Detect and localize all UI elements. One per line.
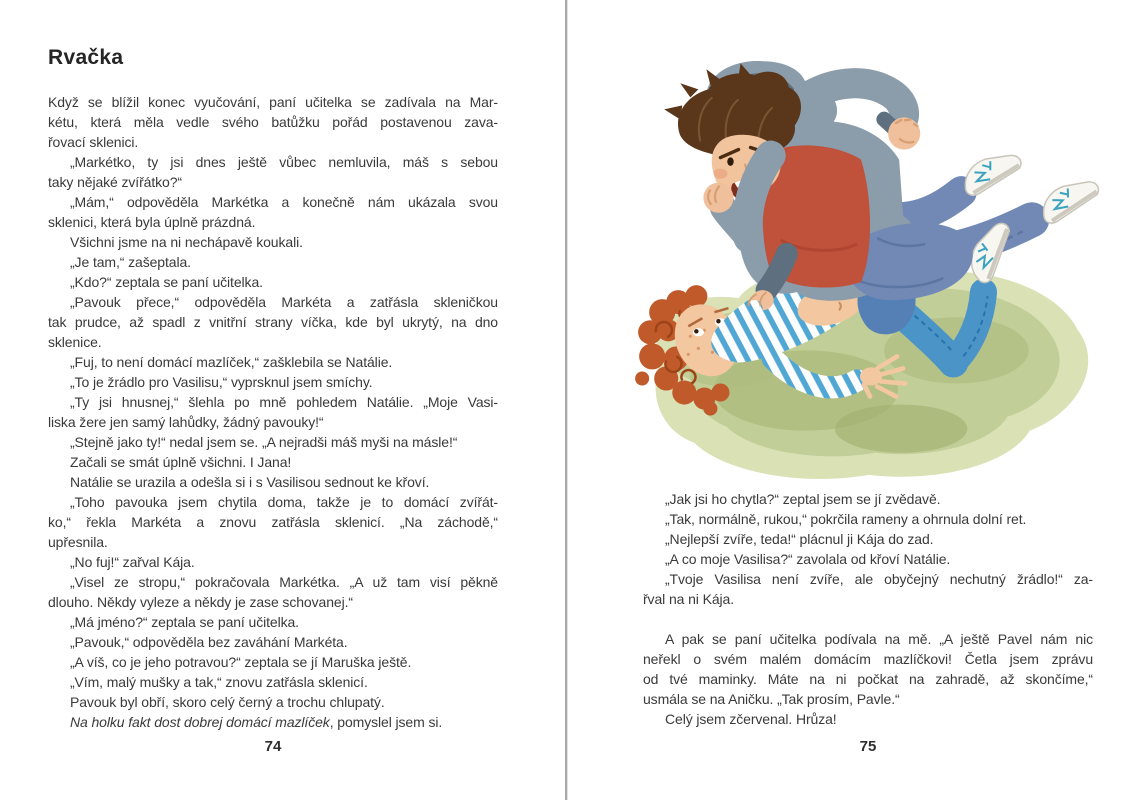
text-line: upřesnila. — [48, 534, 108, 550]
text-line: „Markétko, ty jsi dnes ještě vůbec nemluvila, máš s sebou — [70, 154, 498, 170]
text-line: „Visel ze stropu,“ pokračovala Markétka. „A už tam visí pěkně — [70, 574, 498, 590]
top-boy-raised-fist — [888, 117, 920, 149]
page-number-right: 75 — [859, 738, 877, 755]
text-line: „Kdo?“ zeptala se paní učitelka. — [70, 274, 263, 290]
text-line: „Pavouk,“ odpověděla bez zaváhání Markéta. — [70, 634, 348, 650]
blank-line — [643, 609, 1093, 629]
text-line: neřekl o svém malém domácím mazlíčkovi! Četla jsem zprávu — [643, 651, 1093, 667]
text-line: Začali se smát úplně všichni. I Jana! — [70, 454, 292, 470]
text-line: „Má jméno?“ zeptala se paní učitelka. — [70, 614, 299, 630]
text-line: „Vím, malý mušky a tak,“ znovu zatřásla sklenicí. — [70, 674, 368, 690]
text-line: A pak se paní učitelka podívala na mě. „A ještě Pavel nám nic — [665, 631, 1093, 647]
text-line: Pavouk byl obří, skoro celý černý a trochu chlupatý. — [70, 694, 385, 710]
text-line: „Ty jsi hnusnej,“ šlehla po mně pohledem Natálie. „Moje Vasi- — [70, 394, 498, 410]
text-line: „Mám,“ odpověděla Markétka a konečně nám ukázala svou — [70, 194, 498, 210]
text-line: „Nejlepší zvíře, teda!“ plácnul ji Kája do zad. — [665, 531, 934, 547]
text-line: Celý jsem zčervenal. Hrůza! — [665, 711, 837, 727]
text-line: Na holku fakt dost dobrej domácí mazlíček, pomyslel jsem si. — [70, 714, 443, 730]
text-line: dlouho. Někdy vyleze a někdy je zase schovanej.“ — [48, 594, 353, 610]
text-line: „Pavouk přece,“ odpověděla Markéta a zatřásla skleničkou — [70, 294, 498, 310]
text-line: liska žere jen samý lahůdky, žádný pavouky!“ — [48, 414, 324, 430]
page-gutter-divider — [565, 0, 567, 800]
text-line: „No fuj!“ zařval Kája. — [70, 554, 195, 570]
text-line: kétu, která měla vedle svého batůžku pořád postavenou zava- — [48, 114, 498, 130]
text-line: „Tvoje Vasilisa není zvíře, ale obyčejný nechutný žrádlo!“ za- — [665, 571, 1093, 587]
text-line: „To je žrádlo pro Vasilisu,“ vyprsknul jsem smíchy. — [70, 374, 373, 390]
top-boy — [664, 61, 973, 316]
text-line: usmála se na Aničku. „Tak prosím, Pavle.“ — [643, 691, 900, 707]
text-line: „A víš, co je jeho potravou?“ zeptala se jí Maruška ještě. — [70, 654, 412, 670]
chapter-title: Rvačka — [48, 46, 124, 69]
text-line: ko,“ řekla Markéta a znovu zatřásla sklenicí. „Na záchodě,“ — [48, 514, 498, 530]
text-line: řovací sklenici. — [48, 134, 139, 150]
text-line: Všichni jsme na ni nechápavě koukali. — [70, 234, 303, 250]
text-line: Natálie se urazila a odešla si i s Vasilisou sednout ke křoví. — [70, 474, 430, 490]
right-text-column — [643, 489, 1093, 729]
text-line: „Stejně jako ty!“ nedal jsem se. „A nejradši máš myši na másle!“ — [70, 434, 458, 450]
left-text-column — [48, 92, 498, 732]
fight-illustration — [610, 38, 1112, 482]
page-number-left: 74 — [264, 738, 282, 755]
text-line: tak prudce, až spadl z vnitřní strany víčka, kde byl ukrytý, na dno — [48, 314, 498, 330]
text-line: sklenici, která byla úplně prázdná. — [48, 214, 256, 230]
text-line: „Jak jsi ho chytla?“ zeptal jsem se jí zvědavě. — [665, 491, 941, 507]
text-line: řval na ni Kája. — [643, 591, 735, 607]
text-line: od tvé maminky. Máte na ni počkat na zahradě, až skončíme,“ — [643, 671, 1093, 687]
text-line: „Fuj, to není domácí mazlíček,“ zašklebila se Natálie. — [70, 354, 393, 370]
text-line: sklenice. — [48, 334, 102, 350]
text-line: Když se blížil konec vyučování, paní učitelka se zadívala na Mar- — [48, 94, 498, 110]
text-line: taky nějaké zvířátko?“ — [48, 174, 182, 190]
text-line: „Je tam,“ zašeptala. — [70, 254, 191, 270]
text-line: „Tak, normálně, rukou,“ pokrčila rameny a ohrnula dolní ret. — [665, 511, 1027, 527]
text-line: „A co moje Vasilisa?“ zavolala od křoví Natálie. — [665, 551, 951, 567]
text-line: „Toho pavouka jsem chytila doma, takže je to domácí zvířát- — [70, 494, 498, 510]
